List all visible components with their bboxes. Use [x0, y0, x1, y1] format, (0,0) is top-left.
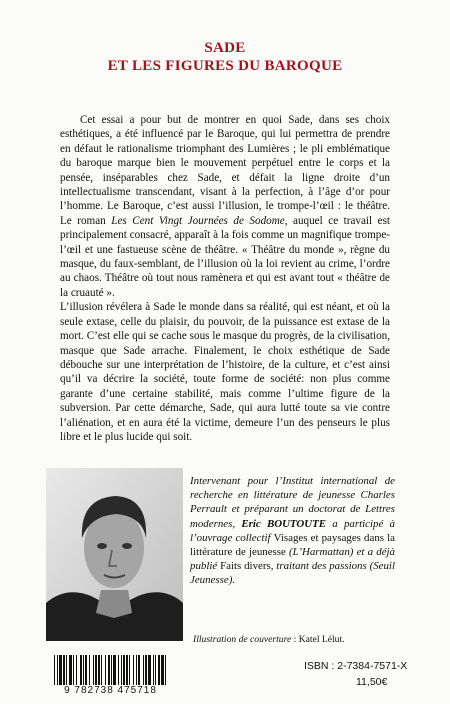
barcode-bar: [73, 655, 74, 686]
barcode-bar: [158, 655, 160, 686]
barcode-bar: [93, 655, 94, 686]
barcode-bar: [59, 655, 62, 686]
cover-credit: Illustration de couverture : Katel Lélut.: [193, 634, 345, 645]
barcode-bar: [105, 655, 106, 686]
title-line-2: ET LES FIGURES DU BAROQUE: [107, 58, 343, 74]
barcode-bar: [123, 655, 125, 686]
barcode-bar: [165, 655, 166, 686]
novel-title: Les Cent Vingt Journées de Sodome: [111, 214, 285, 227]
barcode-bar: [63, 655, 65, 686]
barcode-bar: [89, 655, 90, 686]
author-name: Eric BOUTOUTE: [241, 517, 327, 530]
barcode: [48, 655, 173, 695]
title-line-1: SADE: [204, 40, 246, 56]
author-photo: [46, 468, 183, 641]
barcode-bar: [143, 655, 144, 686]
barcode-bar: [113, 655, 116, 686]
barcode-bar: [133, 655, 134, 686]
price: 11,50€: [356, 676, 388, 688]
isbn: ISBN : 2-7384-7571-X: [304, 660, 408, 672]
barcode-bar: [85, 655, 87, 686]
author-bio: Intervenant pour l’Institut international de recherche en littérature de jeunesse Charles Perrault et préparant un doctorat de Lettres modernes, Eric BOUTOUTE a participé à l’ouvrage collectif Visages et paysages dans la littérature de jeunesse (L’Harmattan) et a déjà publié Faits divers, traitant des passions (Seuil Jeunesse).: [190, 475, 395, 587]
barcode-bar: [57, 655, 58, 686]
barcode-bar: [101, 655, 102, 686]
barcode-bar: [138, 655, 140, 686]
barcode-bar: [136, 655, 137, 686]
barcode-bar: [95, 655, 97, 686]
barcode-bar: [76, 655, 77, 686]
barcode-number: 9 782738 475718: [48, 685, 173, 696]
barcode-bar: [153, 655, 154, 686]
barcode-bar: [121, 655, 122, 686]
barcode-bar: [145, 655, 147, 686]
summary-paragraph-1: Cet essai a pour but de montrer en quoi Sade, dans ses choix esthétiques, a été influencé par le Baroque, qui lui permettra de prendre en défaut le rationalisme triomphant des Lumières ; le pli emblématique du baroque marque bien le mouvement perpétuel entre le corps et la pensée, inséparables chez Sade, et défait la ligne droite d’un intellectualisme transcendant, visant à la perfection, à l’âge d’or pour l’homme. Le Baroque, c’est aussi l’illusion, le trompe-l’œil : le théâtre. Le roman Les Cent Vingt Journées de Sodome, auquel ce travail est principalement consacré, apparaît à la fois comme un magnifique trompe-l’œil et une fastueuse scène de théâtre. « Théâtre du monde », règne du masque, du faux-semblant, de l’illusion où la loi revient au crime, l’ordre au chaos. Théâtre où tout nous ramènera et qui est avant tout « théâtre de la cruauté ».: [60, 114, 391, 299]
barcode-bar: [98, 655, 100, 686]
barcode-bar: [126, 655, 128, 686]
barcode-bar: [69, 655, 72, 686]
barcode-bar: [118, 655, 119, 686]
barcode-bar: [66, 655, 67, 686]
barcode-bar: [148, 655, 151, 686]
summary-paragraph-2: L’illusion révélera à Sade le monde dans sa réalité, qui est néant, et où la seule extase, celle du plaisir, du pouvoir, de la puissance est extase de la mort. C’est elle qui se cache sous le masque du progrès, de la civilisation, masque que Sade arrache. Finalement, le choix esthétique de Sade débouche sur une interprétation de l’histoire, de la culture, et c’est ainsi qu’il va décrire la société, toute forme de société: non plus comme garante d’une certaine stabilité, mais comme l’ultime figure de la subversion. Par cette démarche, Sade, qui aura lutté toute sa vie contre l’aliénation, et en aura été la victime, demeure l’un des penseurs le plus libre et le plus lucide qui soit.: [60, 301, 390, 443]
barcode-bar: [80, 655, 82, 686]
barcode-bar: [54, 655, 55, 686]
barcode-bar: [111, 655, 112, 686]
barcode-bar: [161, 655, 164, 686]
barcode-bar: [108, 655, 110, 686]
barcode-bar: [129, 655, 130, 686]
barcode-bar: [83, 655, 84, 686]
summary-text: [60, 113, 390, 444]
barcode-bar: [155, 655, 156, 686]
